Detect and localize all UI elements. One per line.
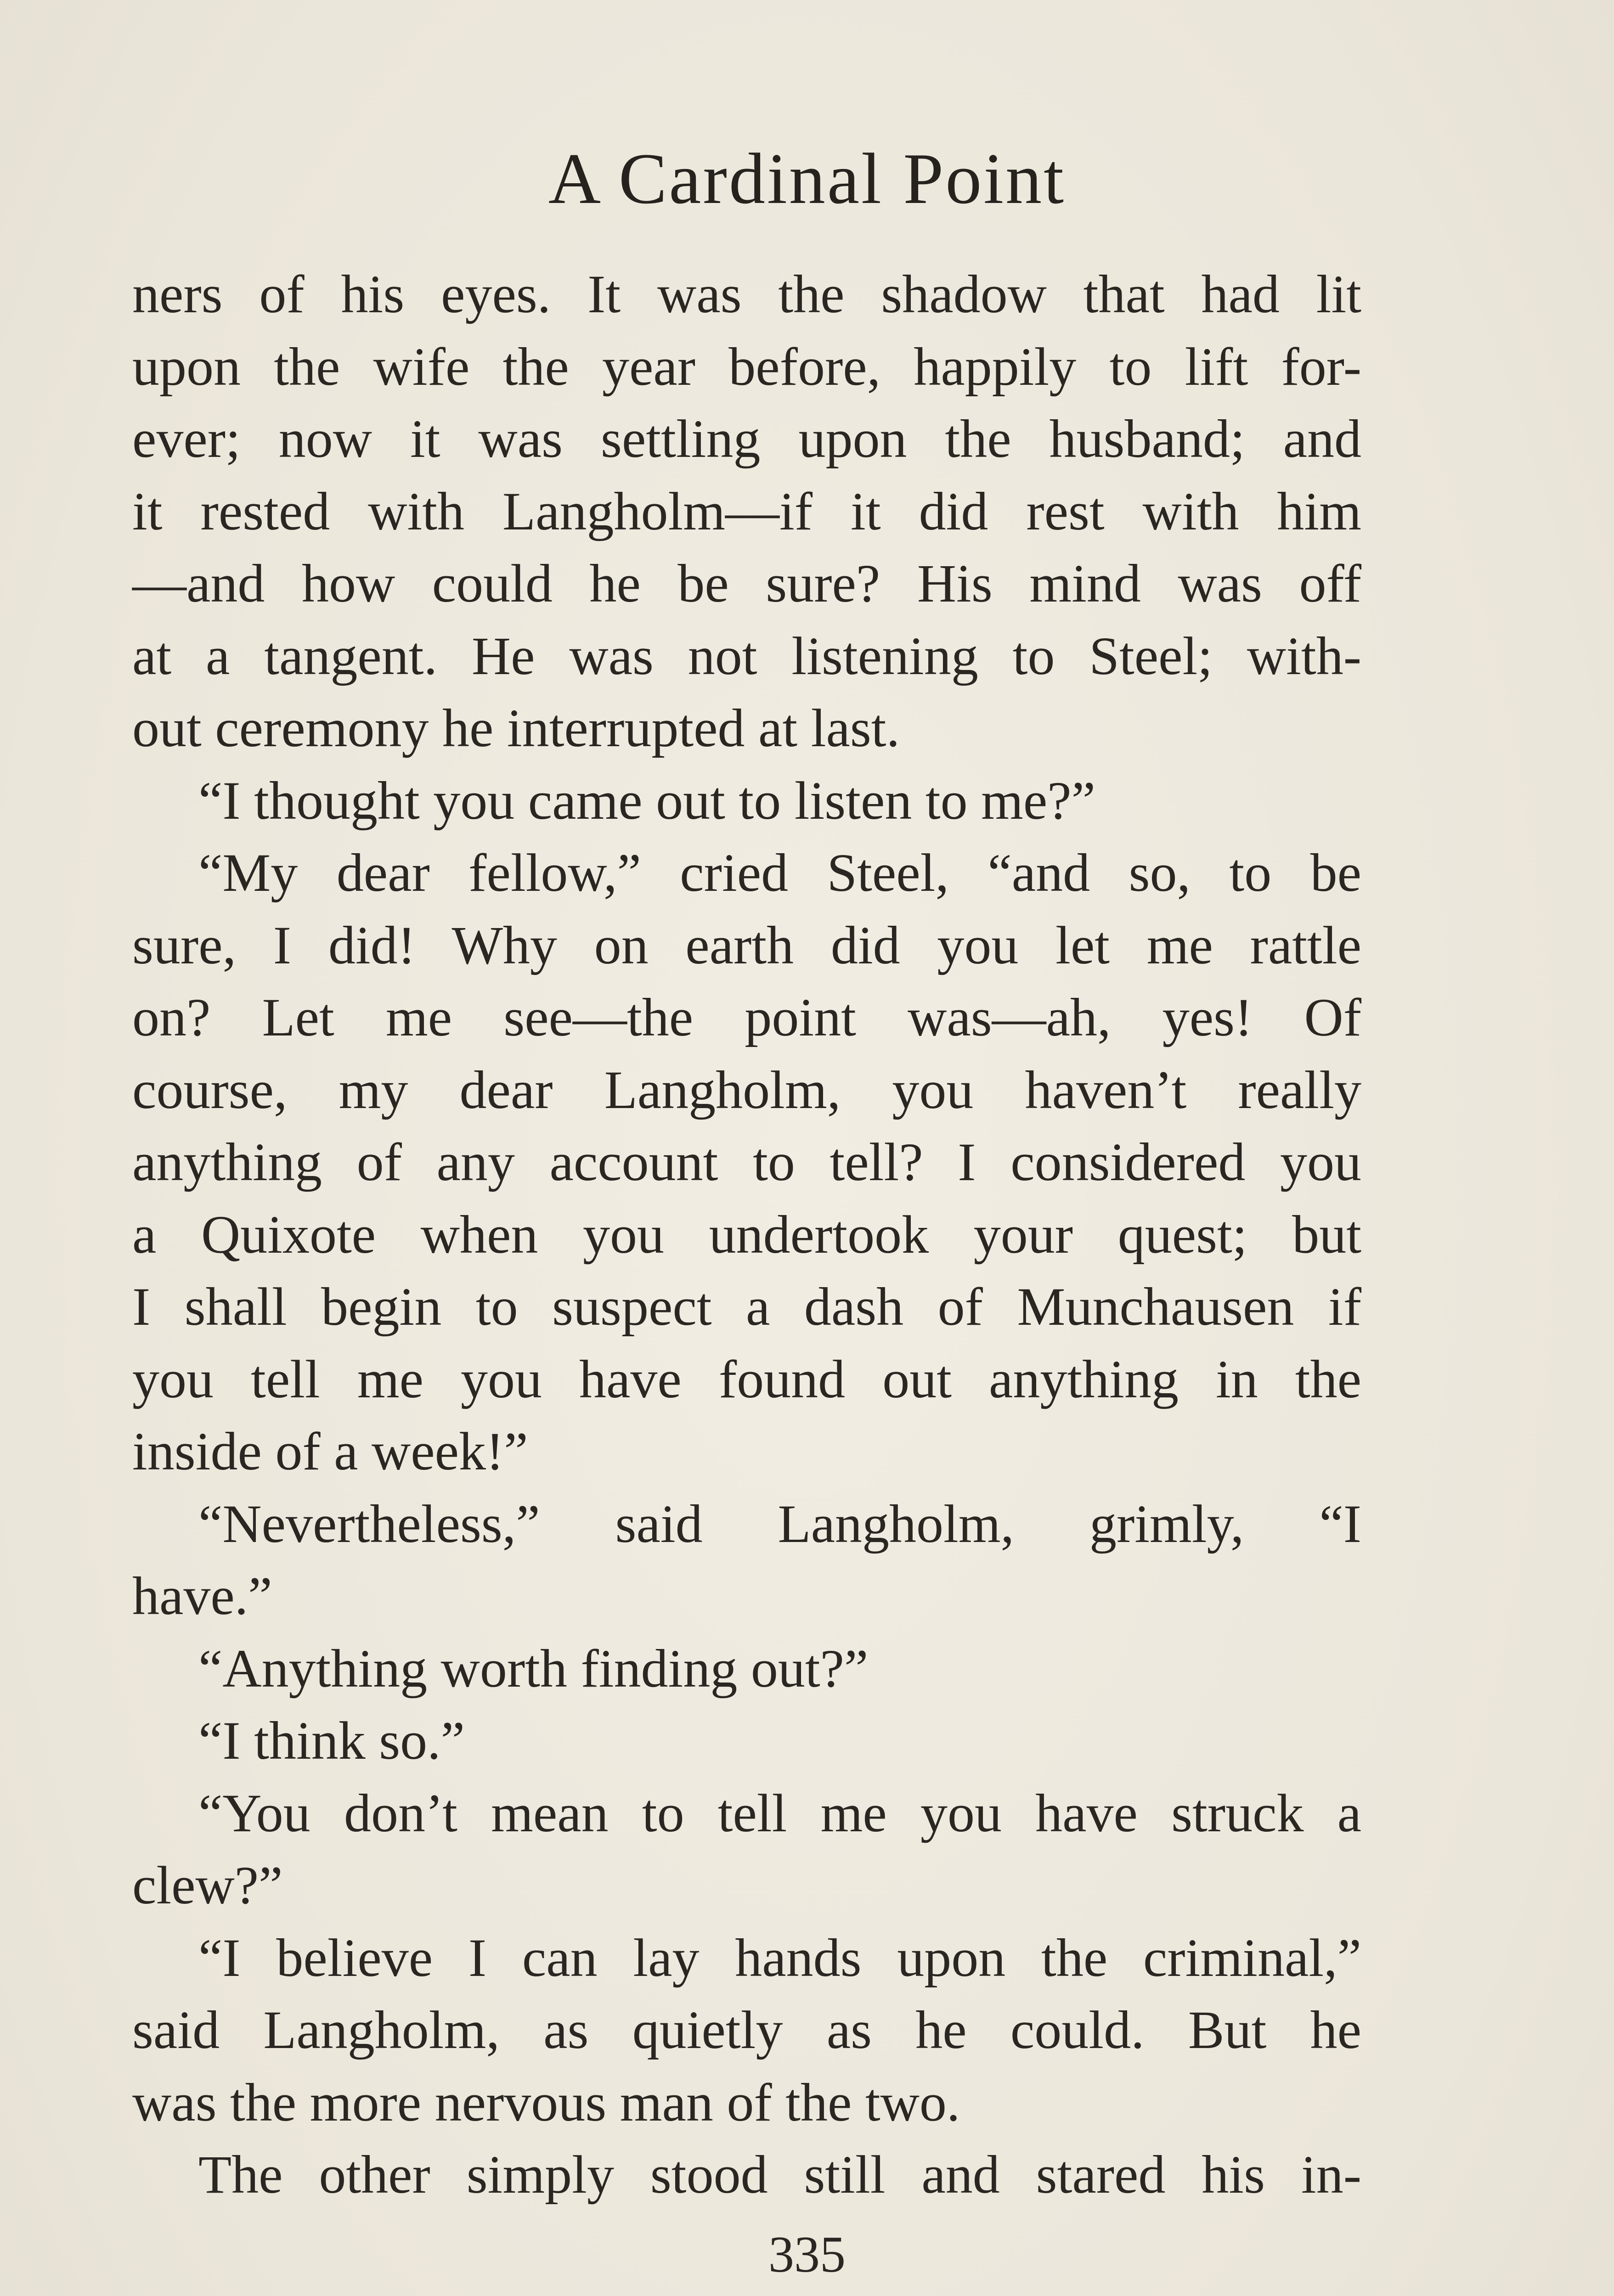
text-line: clew?” [132,1855,283,1915]
text-line: upon the wife the year before, happily to lift for- [132,336,1361,397]
text-line: inside of a week!” [132,1421,528,1481]
text-line: ners of his eyes. It was the shadow that had lit [132,264,1361,324]
text-line: “Anything worth finding out?” [198,1638,869,1699]
text-line: sure, I did! Why on earth did you let me rattle [132,915,1361,975]
body-text [132,258,1361,2211]
text-line: on? Let me see—the point was—ah, yes! Of [132,987,1361,1047]
text-line: a Quixote when you undertook your quest; but [132,1204,1361,1265]
text-line: it rested with Langholm—if it did rest with him [132,481,1361,541]
running-head: A Cardinal Point [548,139,1066,219]
text-line: anything of any account to tell? I considered you [132,1132,1361,1192]
text-line: at a tangent. He was not listening to Steel; with- [132,625,1361,686]
text-line: ever; now it was settling upon the husband; and [132,409,1361,469]
text-line: “I think so.” [198,1711,465,1771]
text-line: I shall begin to suspect a dash of Munchausen if [132,1277,1361,1337]
text-line: course, my dear Langholm, you haven’t really [132,1059,1361,1120]
text-line: “You don’t mean to tell me you have struck a [198,1783,1361,1843]
text-line: “My dear fellow,” cried Steel, “and so, to be [198,843,1361,903]
text-line: —and how could he be sure? His mind was off [132,553,1361,613]
page-number: 335 [768,2226,846,2283]
text-line: said Langholm, as quietly as he could. But he [132,2000,1361,2060]
text-line: have.” [132,1566,272,1626]
text-line: “Nevertheless,” said Langholm, grimly, “I [198,1493,1361,1554]
text-line: The other simply stood still and stared his in- [198,2144,1361,2205]
text-line: “I thought you came out to listen to me?” [198,770,1096,831]
text-line: you tell me you have found out anything in the [132,1349,1361,1409]
text-line: “I believe I can lay hands upon the criminal,” [198,1927,1361,1988]
text-line: out ceremony he interrupted at last. [132,698,900,758]
text-line: was the more nervous man of the two. [132,2072,960,2133]
